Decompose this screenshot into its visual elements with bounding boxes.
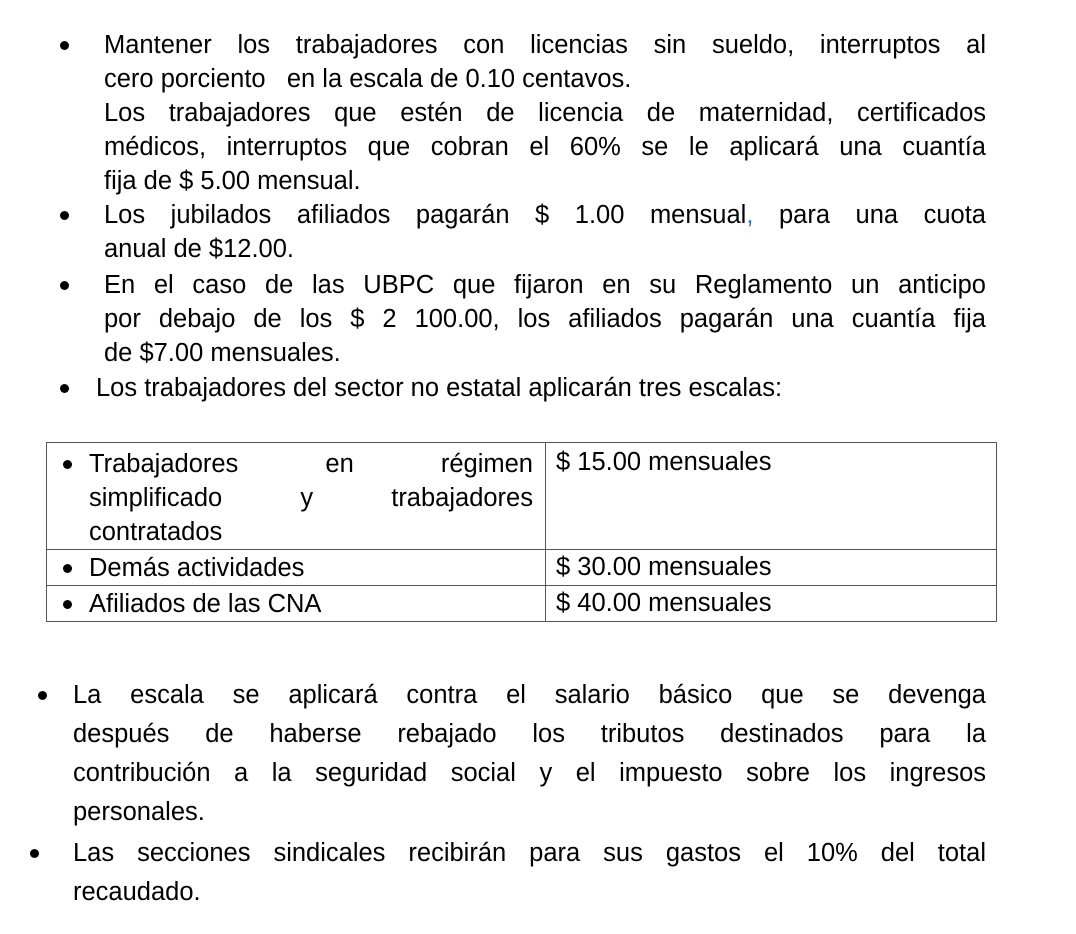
table-row bbox=[47, 550, 997, 586]
category-cell bbox=[47, 443, 546, 550]
text-line bbox=[104, 198, 986, 232]
bullet-text-licencias bbox=[104, 28, 986, 198]
category-cell bbox=[47, 550, 546, 586]
category-cell bbox=[47, 586, 546, 622]
text-line: anual de $12.00. bbox=[104, 235, 295, 263]
amount-value: $ 15.00 mensuales bbox=[556, 448, 772, 476]
text-line: recaudado. bbox=[73, 878, 201, 906]
text-line: Las secciones sindicales recibirán para sus gastos el 10% del total bbox=[73, 839, 986, 867]
text-line: contribución a la seguridad social y el impuesto sobre los ingresos bbox=[73, 759, 986, 787]
table-row bbox=[47, 586, 997, 622]
category-content bbox=[47, 550, 545, 585]
amount-value: $ 30.00 mensuales bbox=[556, 553, 772, 581]
amount-cell bbox=[546, 550, 997, 586]
text-line: contratados bbox=[89, 518, 223, 546]
text-line: cero porciento en la escala de 0.10 centavos. bbox=[104, 65, 632, 93]
text-line: por debajo de los $ 2 100.00, los afiliados pagarán una cuantía fija bbox=[104, 305, 986, 333]
bullet-text-escala bbox=[73, 676, 986, 832]
bullet-icon bbox=[63, 564, 72, 573]
bullet-icon bbox=[63, 600, 72, 609]
bullet-icon bbox=[30, 849, 39, 858]
text-line: de $7.00 mensuales. bbox=[104, 339, 341, 367]
text-line: Trabajadores en régimen bbox=[89, 450, 533, 478]
bullet-text-no-estatal bbox=[96, 371, 986, 405]
bullet-icon bbox=[60, 41, 69, 50]
bullet-icon bbox=[60, 384, 69, 393]
bullet-text-ubpc bbox=[104, 268, 986, 370]
text-line: Los trabajadores del sector no estatal aplicarán tres escalas: bbox=[96, 374, 783, 402]
text-segment: para una cuota bbox=[753, 201, 986, 229]
text-line: En el caso de las UBPC que fijaron en su Reglamento un anticipo bbox=[104, 271, 986, 299]
bullet-text-secciones bbox=[73, 834, 986, 912]
bullet-icon bbox=[38, 691, 47, 700]
text-line: Los trabajadores que estén de licencia de maternidad, certificados bbox=[104, 99, 986, 127]
scales-table bbox=[46, 442, 997, 622]
bullet-icon bbox=[60, 211, 69, 220]
bullet-icon bbox=[63, 460, 72, 469]
text-line: La escala se aplicará contra el salario básico que se devenga bbox=[73, 681, 986, 709]
text-line: Demás actividades bbox=[89, 554, 305, 582]
bullet-icon bbox=[60, 281, 69, 290]
amount-cell bbox=[546, 586, 997, 622]
category-content bbox=[47, 586, 545, 621]
bullet-text-jubilados bbox=[104, 198, 986, 266]
blue-comma: , bbox=[746, 201, 754, 229]
amount-cell bbox=[546, 443, 997, 550]
text-segment: Los jubilados afiliados pagarán $ 1.00 mensual bbox=[104, 201, 747, 229]
table-row bbox=[47, 443, 997, 550]
text-line: personales. bbox=[73, 798, 205, 826]
text-line: médicos, interruptos que cobran el 60% se le aplicará una cuantía bbox=[104, 133, 986, 161]
amount-value: $ 40.00 mensuales bbox=[556, 589, 772, 617]
category-content bbox=[47, 443, 545, 549]
text-line: después de haberse rebajado los tributos destinados para la bbox=[73, 720, 986, 748]
text-line: fija de $ 5.00 mensual. bbox=[104, 167, 361, 195]
text-line: Afiliados de las CNA bbox=[89, 590, 322, 618]
text-line: simplificado y trabajadores bbox=[89, 484, 533, 512]
text-line: Mantener los trabajadores con licencias sin sueldo, interruptos al bbox=[104, 31, 986, 59]
